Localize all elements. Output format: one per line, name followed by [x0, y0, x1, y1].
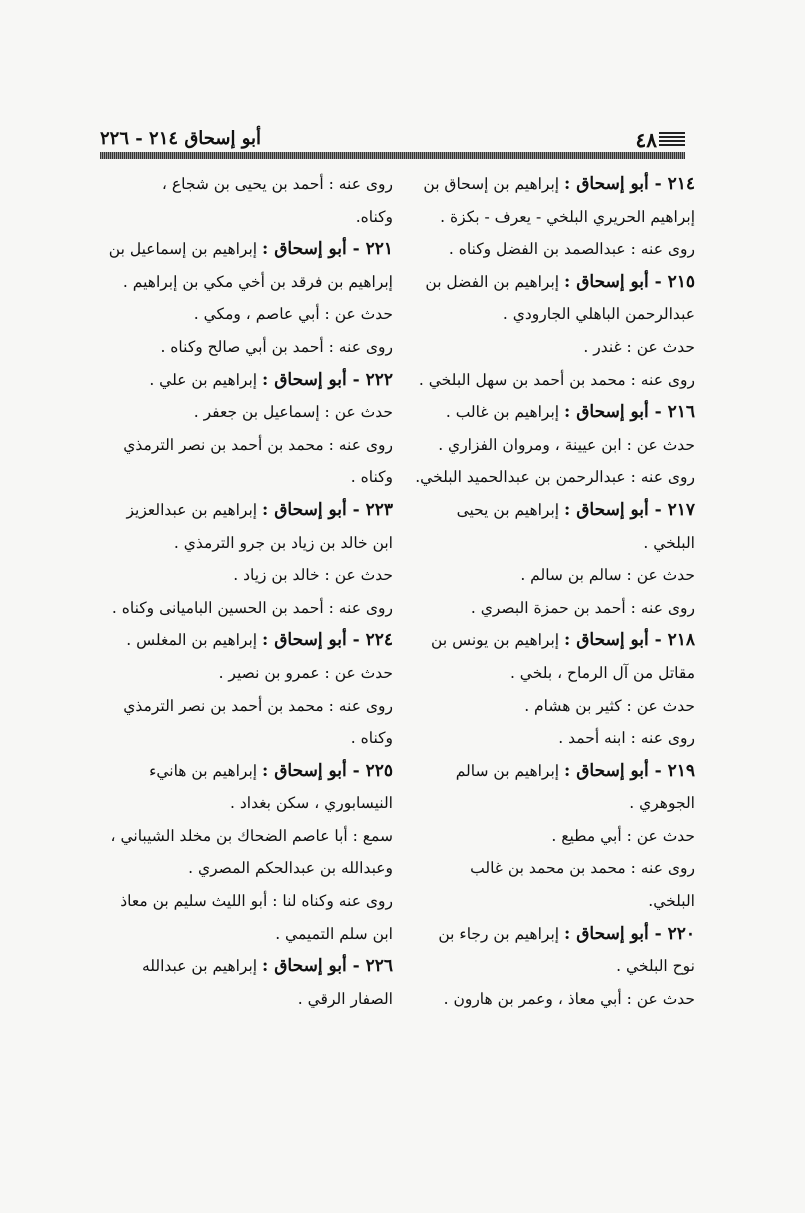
- entry-number-name: ٢١٥ - أبو إسحاق :: [564, 271, 695, 292]
- line-text: إبراهيم بن غالب .: [445, 403, 565, 422]
- page-header: [100, 128, 685, 152]
- line-text: روى عنه : عبدالرحمن بن عبدالحميد البلخي.: [415, 468, 695, 487]
- text-line: [110, 396, 393, 429]
- line-text: إبراهيم بن هانيء: [149, 761, 263, 780]
- line-text: البلخي.: [648, 892, 695, 911]
- text-line: [412, 690, 695, 723]
- text-line: [412, 331, 695, 364]
- line-text: حدث عن : غندر .: [583, 337, 695, 356]
- line-text: حدث عن : أبي معاذ ، وعمر بن هارون .: [443, 989, 695, 1008]
- text-line: [110, 820, 393, 853]
- text-line: [412, 657, 695, 690]
- line-text: الجوهري .: [629, 794, 695, 813]
- text-line: [110, 983, 393, 1016]
- text-line: [110, 201, 393, 234]
- text-line: [110, 331, 393, 364]
- line-text: حدث عن : سالم بن سالم .: [520, 566, 695, 585]
- entry-heading-line: [412, 168, 695, 201]
- line-text: الصفار الرقي .: [297, 989, 393, 1008]
- entry-number-name: ٢٢٥ - أبو إسحاق :: [262, 760, 393, 781]
- text-line: [110, 168, 393, 201]
- line-text: روى عنه : أحمد بن الحسين الباميانى وكناه .: [111, 598, 393, 617]
- line-text: وكناه.: [355, 207, 393, 226]
- line-text: حدث عن : ابن عيينة ، ومروان الفزاري .: [438, 435, 695, 454]
- text-line: [412, 950, 695, 983]
- entry-heading-line: [110, 364, 393, 397]
- line-text: روى عنه : أحمد بن حمزة البصري .: [470, 598, 695, 617]
- text-line: [110, 266, 393, 299]
- line-text: حدث عن : إسماعيل بن جعفر .: [193, 403, 393, 422]
- line-text: روى عنه : محمد بن أحمد بن سهل البلخي .: [418, 370, 695, 389]
- entry-number-name: ٢١٨ - أبو إسحاق :: [564, 630, 695, 651]
- entry-heading-line: [412, 624, 695, 657]
- line-text: وكناه .: [350, 729, 393, 748]
- text-line: [110, 787, 393, 820]
- line-text: إبراهيم بن عبدالعزيز: [126, 500, 263, 519]
- entry-heading-line: [412, 396, 695, 429]
- entry-number-name: ٢١٧ - أبو إسحاق :: [564, 499, 695, 520]
- text-line: [412, 559, 695, 592]
- text-line: [110, 885, 393, 918]
- page-number: ٤٨: [635, 128, 657, 152]
- line-text: عبدالرحمن الباهلي الجارودي .: [502, 305, 695, 324]
- line-text: روى عنه : محمد بن أحمد بن نصر الترمذي: [123, 435, 393, 454]
- entry-number-name: ٢٢٣ - أبو إسحاق :: [262, 499, 393, 520]
- text-line: [412, 787, 695, 820]
- entry-number-name: ٢١٩ - أبو إسحاق :: [564, 760, 695, 781]
- text-line: [412, 983, 695, 1016]
- entry-number-name: ٢٢٤ - أبو إسحاق :: [262, 630, 393, 651]
- line-text: ابن سلم التميمي .: [275, 924, 393, 943]
- entry-number-name: ٢١٤ - أبو إسحاق :: [564, 174, 695, 194]
- entry-heading-line: [110, 755, 393, 788]
- line-text: إبراهيم بن رجاء بن: [438, 924, 565, 943]
- line-text: إبراهيم بن إسماعيل بن: [108, 240, 263, 259]
- entry-heading-line: [110, 233, 393, 266]
- running-title: أبو إسحاق ٢١٤ - ٢٢٦: [100, 128, 262, 149]
- entry-number-name: ٢٢٢ - أبو إسحاق :: [262, 369, 393, 390]
- line-text: روى عنه : أحمد بن يحيى بن شجاع ،: [161, 175, 393, 193]
- line-text: حدث عن : كثير بن هشام .: [524, 696, 695, 715]
- line-text: حدث عن : أبي عاصم ، ومكي .: [193, 305, 393, 324]
- line-text: مقاتل من آل الرماح ، بلخي .: [509, 663, 695, 682]
- line-text: إبراهيم بن يونس بن: [431, 631, 565, 650]
- entry-number-name: ٢٢٠ - أبو إسحاق :: [564, 923, 695, 944]
- line-text: البلخي .: [643, 533, 695, 552]
- line-text: النيسابوري ، سكن بغداد .: [230, 794, 393, 813]
- line-text: سمع : أبا عاصم الضحاك بن مخلد الشيباني ،: [110, 826, 393, 845]
- line-text: حدث عن : عمرو بن نصير .: [218, 663, 393, 682]
- left-column: [110, 168, 393, 1015]
- text-line: [412, 461, 695, 494]
- entry-heading-line: [110, 950, 393, 983]
- line-text: إبراهيم بن الفضل بن: [425, 272, 565, 291]
- line-text: إبراهيم بن عبدالله: [141, 957, 263, 976]
- right-column: [412, 168, 695, 1015]
- text-line: [412, 722, 695, 755]
- line-text: حدث عن : خالد بن زياد .: [233, 566, 393, 585]
- header-rule: [100, 152, 685, 159]
- line-text: نوح البلخي .: [616, 957, 695, 976]
- line-text: إبراهيم بن سالم: [455, 761, 565, 780]
- text-line: [110, 461, 393, 494]
- entry-number-name: ٢٢٦ - أبو إسحاق :: [262, 956, 393, 977]
- line-text: ابن خالد بن زياد بن جرو الترمذي .: [173, 533, 393, 552]
- line-text: روى عنه : محمد بن أحمد بن نصر الترمذي: [123, 696, 393, 715]
- line-text: روى عنه : ابنه أحمد .: [558, 729, 695, 748]
- text-line: [412, 364, 695, 397]
- text-line: [412, 885, 695, 918]
- text-line: [110, 559, 393, 592]
- line-text: إبراهيم بن فرقد بن أخي مكي بن إبراهيم .: [122, 272, 393, 291]
- line-text: إبراهيم بن علي .: [149, 370, 263, 389]
- text-line: [412, 527, 695, 560]
- entry-heading-line: [412, 494, 695, 527]
- entry-heading-line: [110, 624, 393, 657]
- text-line: [412, 201, 695, 234]
- entry-heading-line: [412, 755, 695, 788]
- text-line: [412, 429, 695, 462]
- line-text: روى عنه : محمد بن محمد بن غالب: [470, 859, 695, 878]
- line-text: روى عنه : عبدالصمد بن الفضل وكناه .: [448, 240, 695, 259]
- line-text: إبراهيم الحريري البلخي - يعرف - بكزة .: [440, 207, 695, 226]
- line-text: روى عنه : أحمد بن أبي صالح وكناه .: [160, 337, 393, 356]
- text-line: [110, 298, 393, 331]
- text-line: [110, 429, 393, 462]
- text-line: [110, 722, 393, 755]
- text-line: [110, 852, 393, 885]
- entry-number-name: ٢٢١ - أبو إسحاق :: [262, 239, 393, 260]
- line-text: إبراهيم بن إسحاق بن: [423, 175, 565, 193]
- text-line: [110, 918, 393, 951]
- text-line: [110, 592, 393, 625]
- line-text: إبراهيم بن المغلس .: [126, 631, 263, 650]
- text-line: [412, 852, 695, 885]
- line-text: روى عنه وكناه لنا : أبو الليث سليم بن معاذ: [120, 892, 393, 911]
- text-line: [412, 592, 695, 625]
- entry-heading-line: [110, 494, 393, 527]
- line-text: إبراهيم بن يحيى: [456, 500, 565, 519]
- entry-number-name: ٢١٦ - أبو إسحاق :: [564, 402, 695, 423]
- text-line: [412, 233, 695, 266]
- text-line: [412, 820, 695, 853]
- entry-heading-line: [412, 918, 695, 951]
- text-line: [110, 657, 393, 690]
- text-line: [110, 527, 393, 560]
- header-ornament: [659, 132, 685, 146]
- entry-heading-line: [412, 266, 695, 299]
- line-text: وعبدالله بن عبدالحكم المصري .: [188, 859, 393, 878]
- text-line: [110, 690, 393, 723]
- line-text: حدث عن : أبي مطيع .: [551, 826, 695, 845]
- line-text: وكناه .: [350, 468, 393, 487]
- text-line: [412, 298, 695, 331]
